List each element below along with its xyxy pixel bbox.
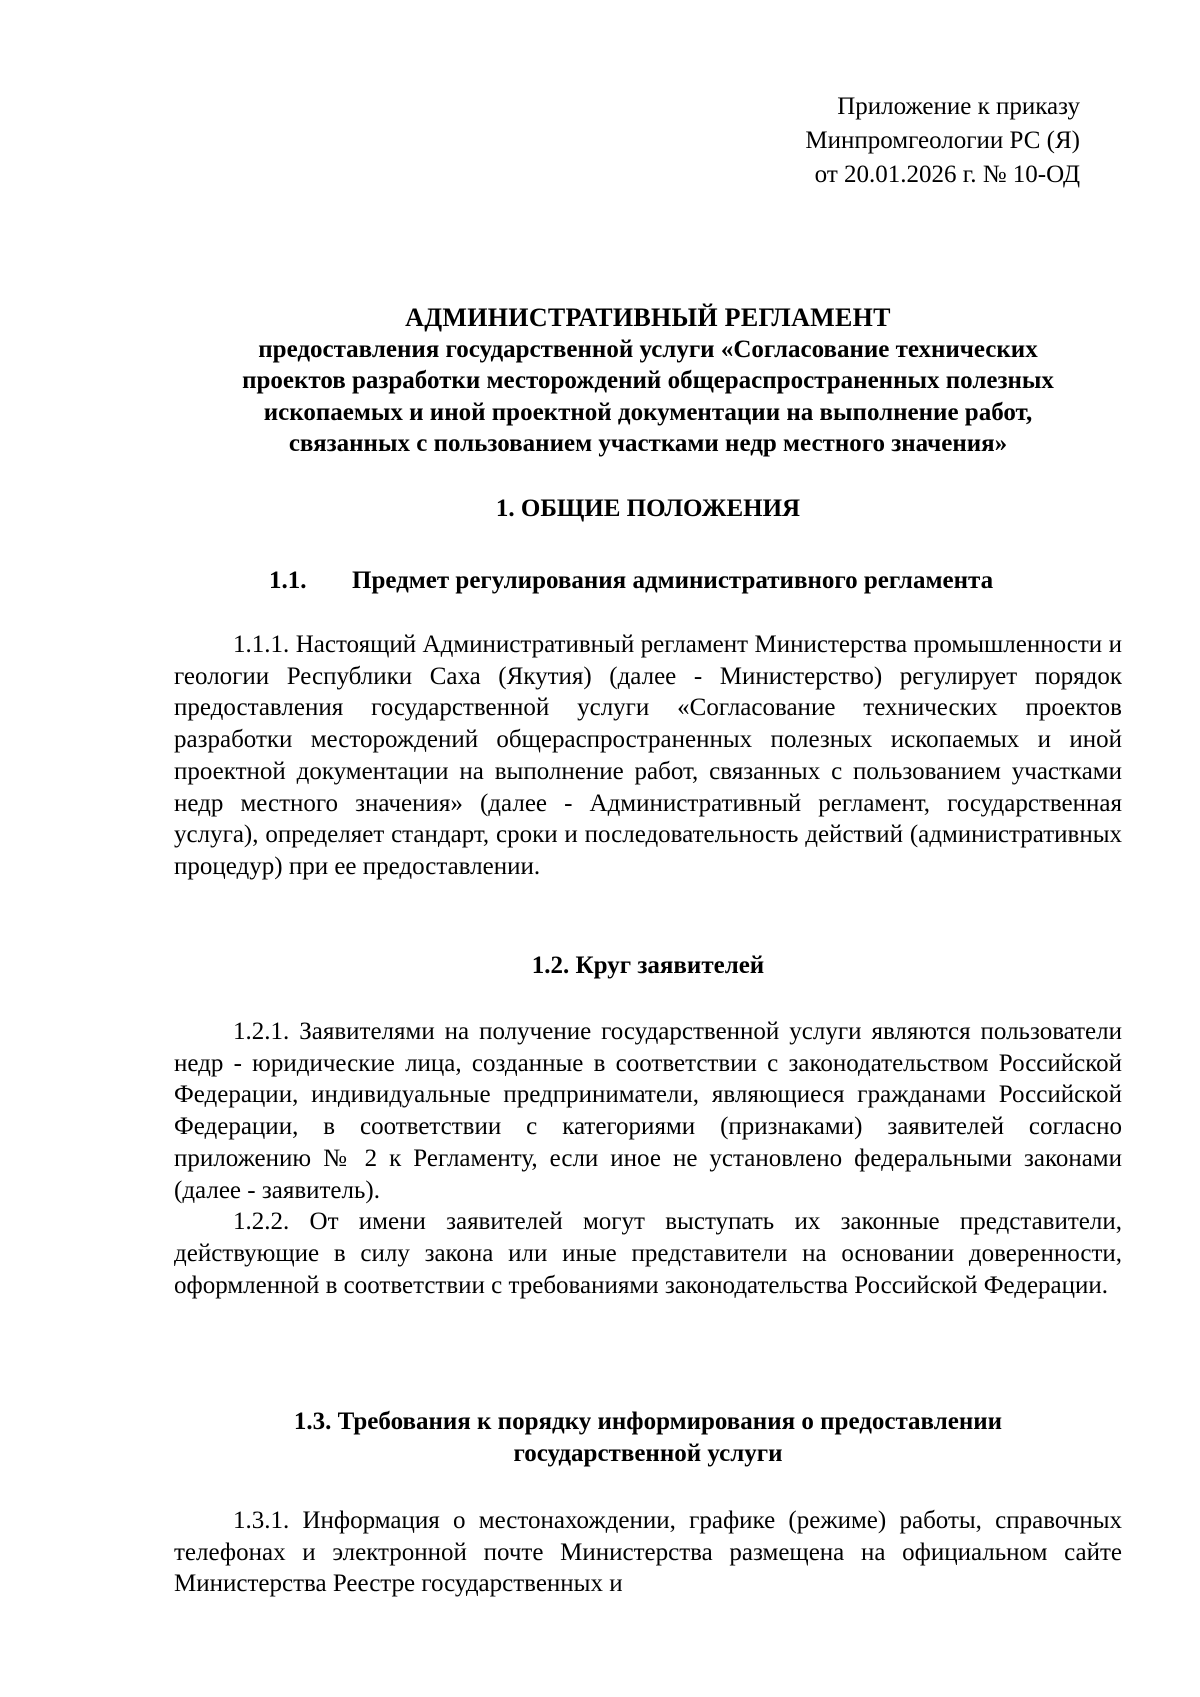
title-subtitle-line: связанных с пользованием участками недр местного значения» (288, 430, 1008, 458)
section-heading-general-provisions: 1. ОБЩИЕ ПОЛОЖЕНИЯ (495, 495, 801, 522)
title-main: АДМИНИСТРАТИВНЫЙ РЕГЛАМЕНТ (405, 303, 891, 332)
subsection-heading-1-2: 1.2. Круг заявителей (531, 952, 765, 979)
paragraph-1-1-1: 1.1.1. Настоящий Административный регламент Министерства промышленности и геологии Республики Саха (Якутия) (далее - Министерство) регулирует порядок предоставления государственной услуги «Согласование технических проектов разработки месторождений общераспространенных полезных ископаемых и иной проектной документации на выполнение работ, связанных с пользованием участками недр местного значения» (далее - Административный регламент, государственная услуга), определяет стандарт, сроки и последовательность действий (административных процедур) при ее предоставлении. (174, 631, 1122, 880)
subsection-heading-line: 1.3. Требования к порядку информирования о предоставлении (293, 1408, 1003, 1435)
document-title (174, 302, 1122, 460)
paragraph-1-2-1: 1.2.1. Заявителями на получение государственной услуги являются пользователи недр - юридические лица, созданные в соответствии с законодательством Российской Федерации, индивидуальные предприниматели, являющиеся гражданами Российской Федерации, в соответствии с категориями (признаками) заявителей согласно приложению № 2 к Регламенту, если иное не установлено федеральными законами (далее - заявитель). (174, 1018, 1122, 1204)
paragraph-block-1-3 (174, 1505, 1122, 1600)
stamp-line-annex: Приложение к приказу (837, 93, 1080, 120)
title-subtitle-line: предоставления государственной услуги «Согласование технических (258, 335, 1038, 363)
paragraph-1-2-2: 1.2.2. От имени заявителей могут выступать их законные представители, действующие в силу закона или иные представители на основании доверенности, оформленной в соответствии с требованиями законодательства Российской Федерации. (174, 1208, 1122, 1299)
stamp-line-order-date: от 20.01.2026 г. № 10-ОД (814, 161, 1080, 188)
order-annex-stamp (805, 90, 1080, 192)
stamp-line-ministry: Минпромгеологии РС (Я) (805, 127, 1080, 154)
subsection-title: Предмет регулирования административного регламента (352, 567, 994, 594)
subsection-number: 1.1. (269, 567, 307, 594)
subsection-heading-1-3 (174, 1406, 1122, 1469)
paragraph-block-1-1 (174, 629, 1122, 883)
title-subtitle-line: проектов разработки месторождений общераспространенных полезных (242, 367, 1054, 395)
paragraph-1-3-1: 1.3.1. Информация о местонахождении, графике (режиме) работы, справочных телефонах и электронной почте Министерства размещена на официальном сайте Министерства Реестре государственных и (174, 1507, 1122, 1598)
subsection-heading-line: государственной услуги (513, 1439, 783, 1467)
paragraph-block-1-2 (174, 1016, 1122, 1301)
title-subtitle-line: ископаемых и иной проектной документации на выполнение работ, (263, 398, 1033, 426)
